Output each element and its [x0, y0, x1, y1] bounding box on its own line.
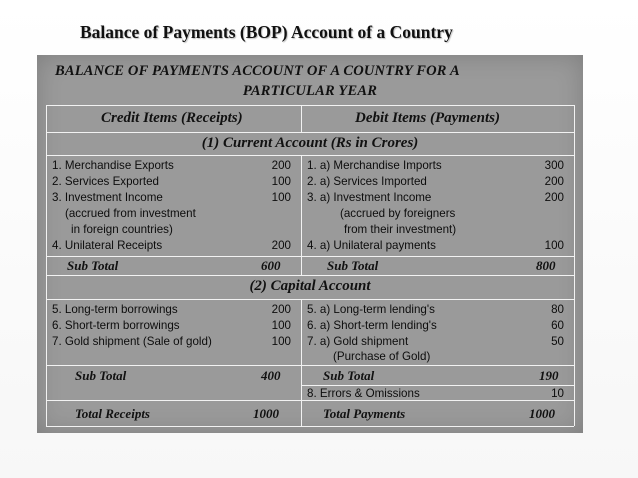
- rule: [301, 299, 302, 426]
- current-debit-value: 100: [544, 239, 564, 252]
- rule: [301, 385, 574, 386]
- capital-subtotal-credit-value: 400: [261, 368, 281, 383]
- current-debit-label: 4. a) Unilateral payments: [307, 239, 436, 252]
- capital-credit-label: 5. Long-term borrowings: [52, 303, 178, 316]
- current-credit-label: 2. Services Exported: [52, 175, 159, 188]
- current-credit-label: in foreign countries): [71, 223, 173, 236]
- capital-credit-value: 100: [271, 319, 291, 332]
- current-debit-label: (accrued by foreigners: [340, 207, 456, 220]
- rule: [46, 256, 574, 257]
- current-credit-label: 4. Unilateral Receipts: [52, 239, 163, 252]
- capital-account-header: (2) Capital Account: [249, 278, 371, 294]
- rule: [46, 365, 574, 366]
- total-receipts-label: Total Receipts: [75, 406, 150, 421]
- rule: [301, 105, 302, 132]
- total-receipts-value: 1000: [253, 406, 279, 421]
- capital-subtotal-debit-value: 190: [539, 368, 559, 383]
- document-title-line2: PARTICULAR YEAR: [242, 83, 378, 99]
- capital-debit-label: (Purchase of Gold): [333, 350, 431, 363]
- rule: [301, 155, 302, 275]
- rule: [574, 105, 575, 426]
- current-debit-label: 3. a) Investment Income: [307, 191, 432, 204]
- current-debit-label: 1. a) Merchandise Imports: [307, 159, 442, 172]
- errors-omissions-value: 10: [551, 387, 564, 400]
- current-credit-label: (accrued from investment: [65, 207, 196, 220]
- rule: [46, 426, 574, 427]
- capital-subtotal-debit-label: Sub Total: [323, 368, 375, 383]
- current-debit-value: 300: [544, 159, 564, 172]
- slide-title: Balance of Payments (BOP) Account of a Country: [80, 22, 453, 42]
- capital-credit-value: 100: [271, 335, 291, 348]
- current-subtotal-credit-value: 600: [261, 258, 281, 273]
- debit-header: Debit Items (Payments): [355, 110, 500, 126]
- rule: [46, 299, 574, 300]
- capital-debit-value: 50: [551, 335, 564, 348]
- total-payments-label: Total Payments: [323, 406, 406, 421]
- capital-debit-label: 5. a) Long-term lending's: [307, 303, 435, 316]
- capital-subtotal-credit-label: Sub Total: [75, 368, 127, 383]
- credit-header: Credit Items (Receipts): [101, 110, 243, 126]
- current-credit-value: 100: [271, 191, 291, 204]
- current-subtotal-credit-label: Sub Total: [67, 258, 119, 273]
- rule: [46, 105, 574, 106]
- errors-omissions-label: 8. Errors & Omissions: [307, 387, 420, 400]
- total-payments-value: 1000: [529, 406, 555, 421]
- current-credit-value: 200: [271, 159, 291, 172]
- capital-debit-value: 80: [551, 303, 564, 316]
- current-credit-label: 3. Investment Income: [52, 191, 163, 204]
- capital-credit-label: 7. Gold shipment (Sale of gold): [52, 335, 212, 348]
- current-subtotal-debit-value: 800: [536, 258, 556, 273]
- current-credit-label: 1. Merchandise Exports: [52, 159, 174, 172]
- current-credit-value: 200: [271, 239, 291, 252]
- capital-credit-value: 200: [271, 303, 291, 316]
- current-credit-value: 100: [271, 175, 291, 188]
- bop-scanned-table: [37, 55, 583, 433]
- current-subtotal-debit-label: Sub Total: [327, 258, 379, 273]
- capital-debit-label: 6. a) Short-term lending's: [307, 319, 437, 332]
- rule: [46, 275, 574, 276]
- rule: [46, 132, 574, 133]
- current-debit-label: 2. a) Services Imported: [307, 175, 427, 188]
- capital-credit-label: 6. Short-term borrowings: [52, 319, 180, 332]
- current-account-header: (1) Current Account (Rs in Crores): [201, 135, 419, 151]
- document-title-line1: BALANCE OF PAYMENTS ACCOUNT OF A COUNTRY FOR A: [55, 63, 460, 79]
- capital-debit-value: 60: [551, 319, 564, 332]
- rule: [46, 155, 574, 156]
- current-debit-value: 200: [544, 175, 564, 188]
- current-debit-value: 200: [544, 191, 564, 204]
- rule: [46, 105, 47, 426]
- current-debit-label: from their investment): [344, 223, 457, 236]
- capital-debit-label: 7. a) Gold shipment: [307, 335, 409, 348]
